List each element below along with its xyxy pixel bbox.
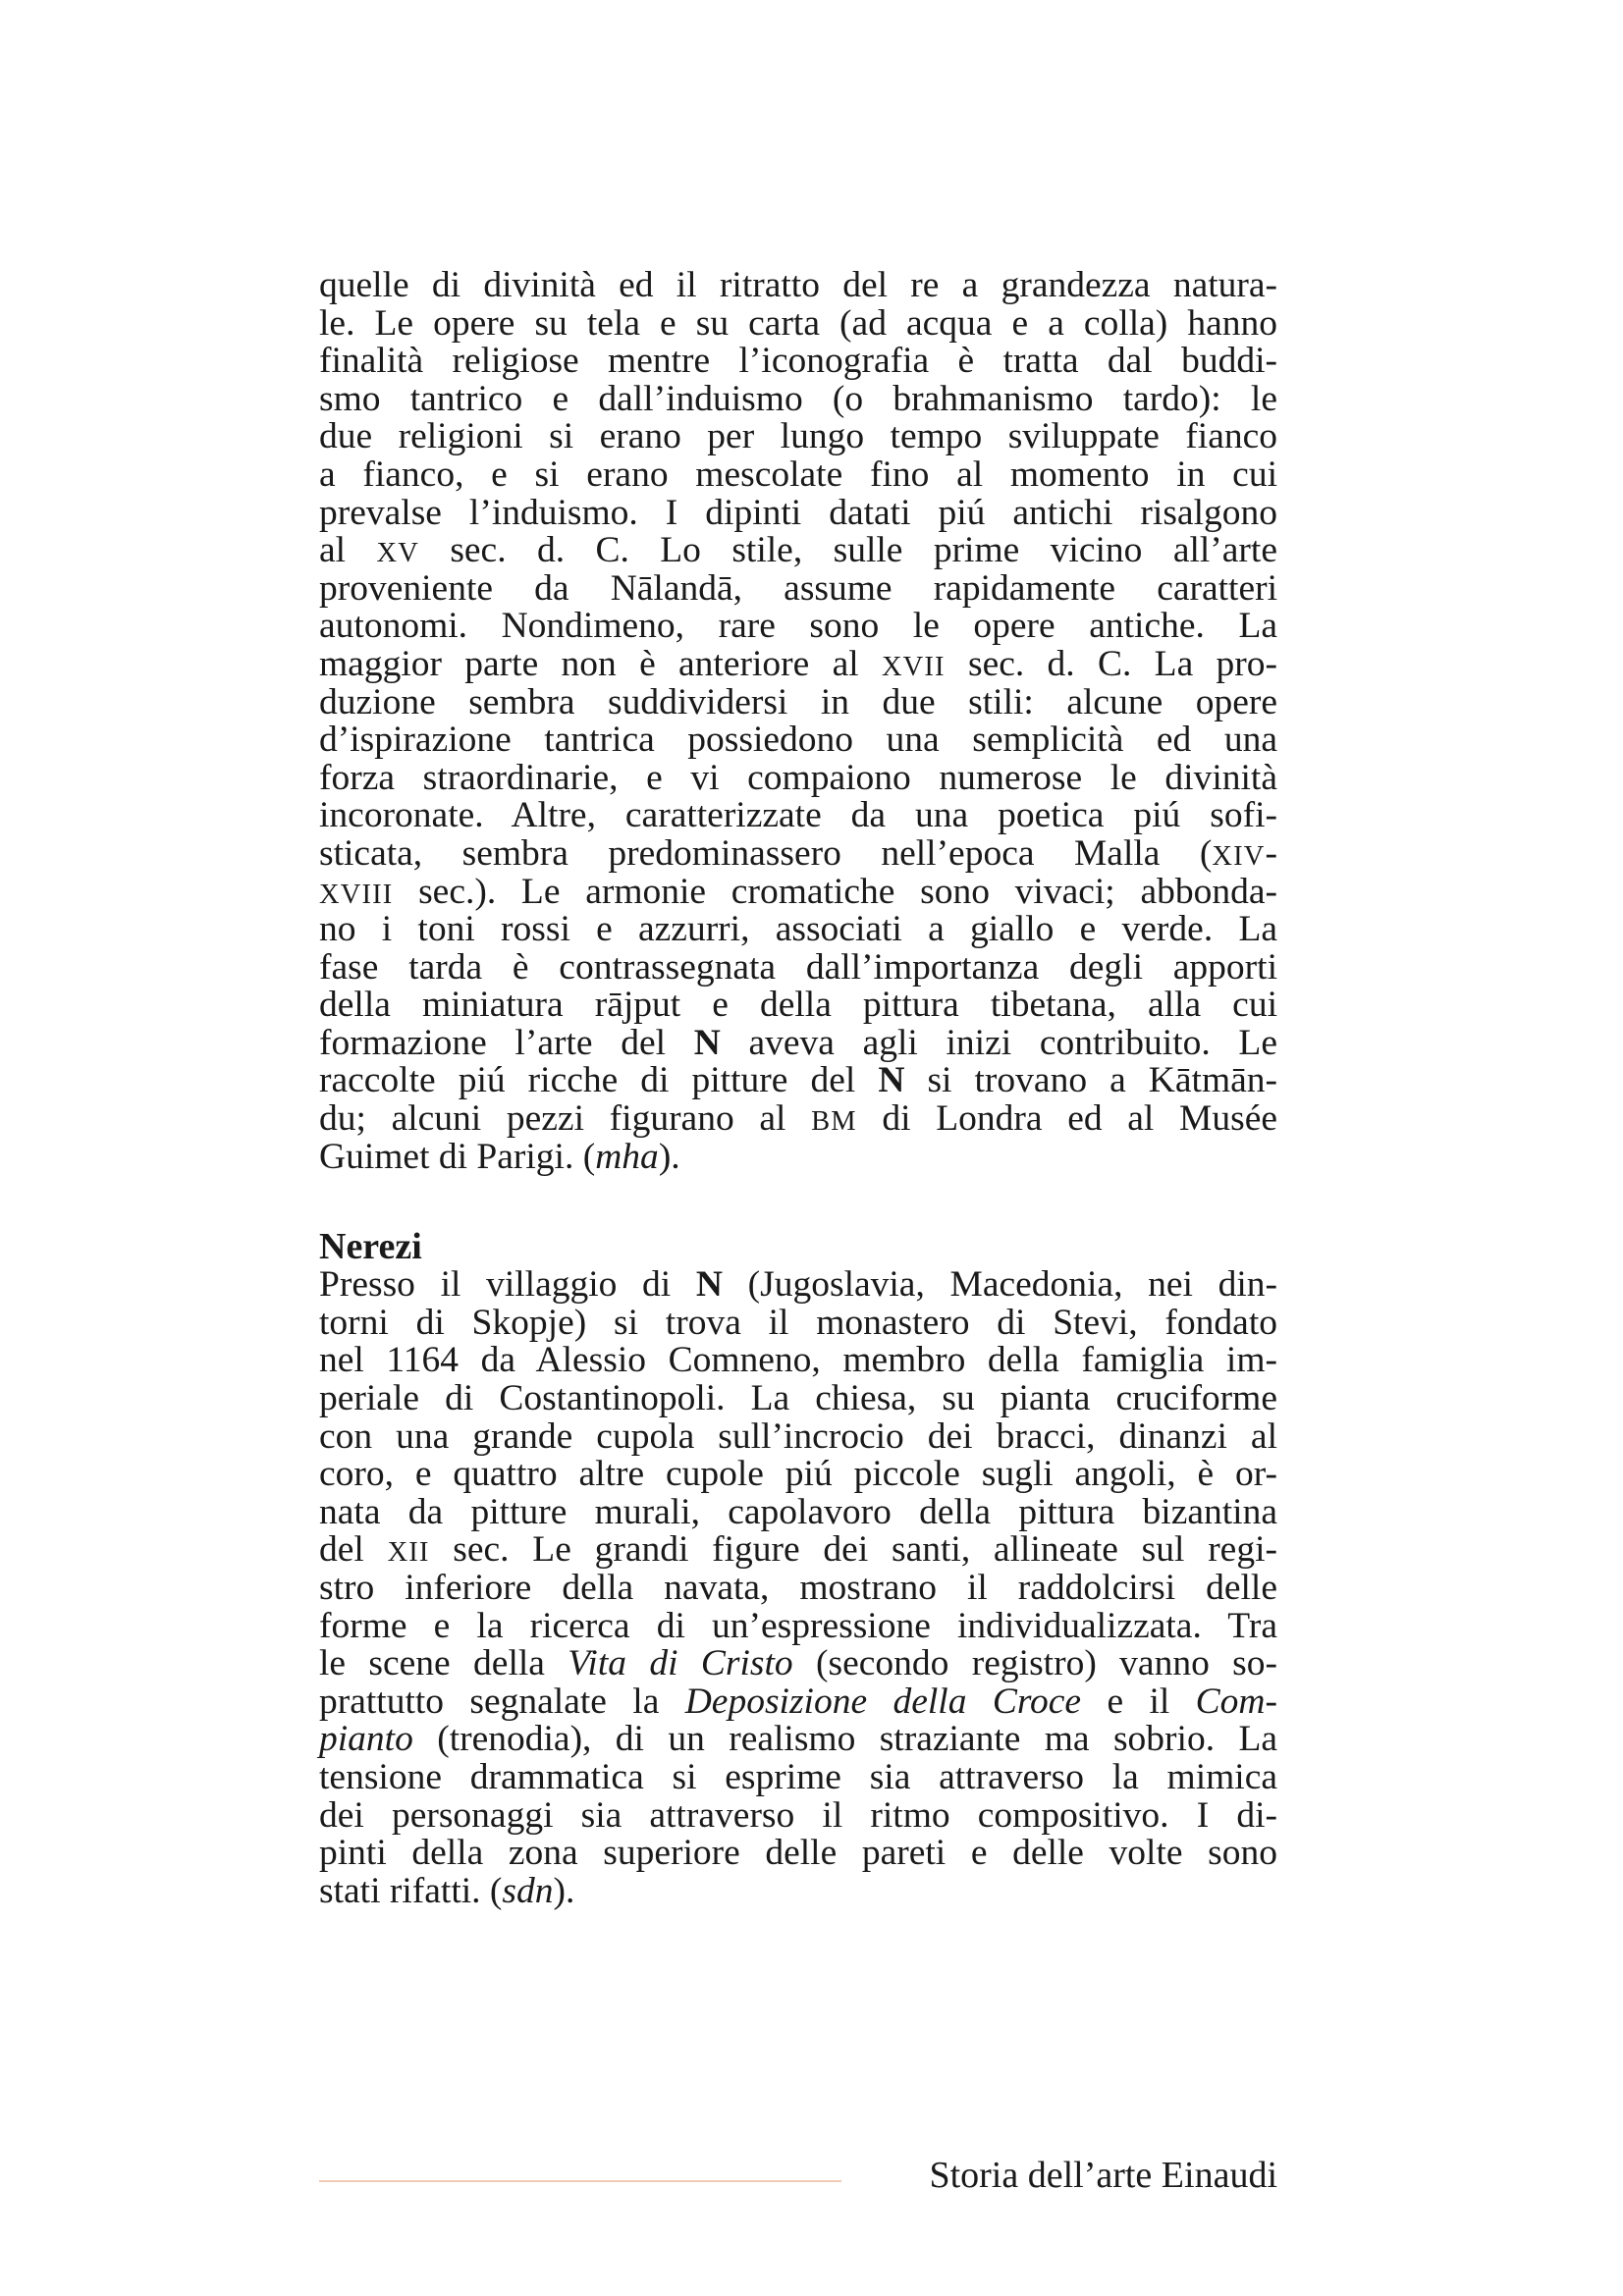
- page-footer: [319, 2153, 1277, 2202]
- article-nerezi: [319, 1227, 1277, 1910]
- entry-abbreviation: N: [695, 1264, 723, 1306]
- text-line: raccolte piú ricche di pitture del N si trovano a Kātmān-: [319, 1060, 1277, 1101]
- author-initials: sdn: [502, 1870, 554, 1911]
- century-numeral: XVII: [881, 651, 946, 682]
- work-title: Com-: [1195, 1681, 1277, 1722]
- text-line: dei personaggi sia attraverso il ritmo compositivo. I di-: [319, 1794, 1277, 1836]
- footer-rule: [319, 2180, 841, 2182]
- entry-abbreviation: N: [693, 1022, 721, 1063]
- text-line: tensione drammatica si esprime sia attraverso la mimica: [319, 1756, 1277, 1797]
- entry-abbreviation: N: [878, 1060, 905, 1101]
- century-numeral: XV: [376, 538, 419, 569]
- work-title: Vita di Cristo: [568, 1643, 793, 1684]
- text-line: del XII sec. Le grandi figure dei santi, allineate sul regi-: [319, 1529, 1277, 1571]
- text-line: nel 1164 da Alessio Comneno, membro della famiglia im-: [319, 1340, 1277, 1381]
- text-line: du; alcuni pezzi figurano al BM di Londra ed al Musée: [319, 1098, 1277, 1140]
- text-line: incoronate. Altre, caratterizzate da una poetica piú sofi-: [319, 795, 1277, 836]
- text-line: le scene della Vita di Cristo (secondo registro) vanno so-: [319, 1643, 1278, 1684]
- text-line: nata da pitture murali, capolavoro della pittura bizantina: [319, 1491, 1277, 1532]
- text-line: fase tarda è contrassegnata dall’importanza degli apporti: [319, 946, 1277, 988]
- text-line: prevalse l’induismo. I dipinti datati piú antichi risalgono: [319, 492, 1277, 533]
- text-line: finalità religiose mentre l’iconografia è tratta dal buddi-: [319, 341, 1277, 382]
- text-line: a fianco, e si erano mescolate fino al momento in cui: [319, 454, 1277, 495]
- text-line: Presso il villaggio di N (Jugoslavia, Macedonia, nei din-: [319, 1264, 1277, 1306]
- text-line: con una grande cupola sull’incrocio dei bracci, dinanzi al: [319, 1415, 1277, 1457]
- text-line: pianto (trenodia), di un realismo straziante ma sobrio. La: [319, 1719, 1277, 1760]
- text-line: della miniatura rājput e della pittura tibetana, alla cui: [319, 985, 1277, 1026]
- century-numeral: XII: [387, 1537, 430, 1569]
- article-title: Nerezi: [319, 1226, 422, 1268]
- text-line: coro, e quattro altre cupole piú piccole sugli angoli, è or-: [319, 1454, 1277, 1495]
- text-line: smo tantrico e dall’induismo (o brahmanismo tardo): le: [319, 378, 1277, 419]
- text-line: quelle di divinità ed il ritratto del re a grandezza natura-: [319, 265, 1277, 305]
- text-line: autonomi. Nondimeno, rare sono le opere antiche. La: [319, 606, 1277, 647]
- text-line: proveniente da Nālandā, assume rapidamente caratteri: [319, 567, 1277, 609]
- text-line: maggior parte non è anteriore al XVII sec. d. C. La pro-: [319, 643, 1277, 684]
- text-line: pinti della zona superiore delle pareti e delle volte sono: [319, 1833, 1277, 1874]
- text-line: due religioni si erano per lungo tempo sviluppate fianco: [319, 416, 1277, 457]
- text-line: forme e la ricerca di un’espressione individualizzata. Tra: [319, 1605, 1277, 1646]
- text-line: forza straordinarie, e vi compaiono numerose le divinità: [319, 757, 1277, 798]
- text-line: stro inferiore della navata, mostrano il raddolcirsi delle: [319, 1568, 1277, 1608]
- year-numeral: 1164: [386, 1340, 460, 1381]
- text-line: formazione l’arte del N aveva agli inizi contribuito. Le: [319, 1022, 1277, 1063]
- work-title: Deposizione della Croce: [684, 1681, 1082, 1722]
- text-line: no i toni rossi e azzurri, associati a giallo e verde. La: [319, 909, 1277, 950]
- text-line: prattutto segnalate la Deposizione della Croce e il Com-: [319, 1681, 1277, 1722]
- text-line: stati rifatti. (sdn).: [319, 1870, 575, 1911]
- text-line: torni di Skopje) si trova il monastero di Stevi, fondato: [319, 1302, 1277, 1343]
- text-line: d’ispirazione tantrica possiedono una semplicità ed una: [319, 720, 1277, 761]
- article-continuation: [319, 267, 1277, 1176]
- text-line: le. Le opere su tela e su carta (ad acqua e a colla) hanno: [319, 302, 1277, 344]
- text-line: Guimet di Parigi. (mha).: [319, 1136, 680, 1177]
- century-numeral: XVIII: [319, 879, 394, 910]
- work-title: pianto: [319, 1719, 413, 1760]
- text-line: al XV sec. d. C. Lo stile, sulle prime vicino all’arte: [319, 530, 1277, 571]
- page-body: [319, 267, 1277, 1910]
- century-numeral: XIV: [1212, 840, 1266, 872]
- footer-publication-title: Storia dell’arte Einaudi: [929, 2155, 1277, 2196]
- text-line: XVIII sec.). Le armonie cromatiche sono vivaci; abbonda-: [319, 871, 1277, 912]
- text-line: periale di Costantinopoli. La chiesa, su pianta cruciforme: [319, 1378, 1277, 1419]
- text-line: duzione sembra suddividersi in due stili: alcune opere: [319, 681, 1277, 722]
- text-line: sticata, sembra predominassero nell’epoca Malla (XIV-: [319, 832, 1277, 874]
- author-initials: mha: [595, 1136, 659, 1177]
- museum-abbreviation: BM: [811, 1106, 857, 1138]
